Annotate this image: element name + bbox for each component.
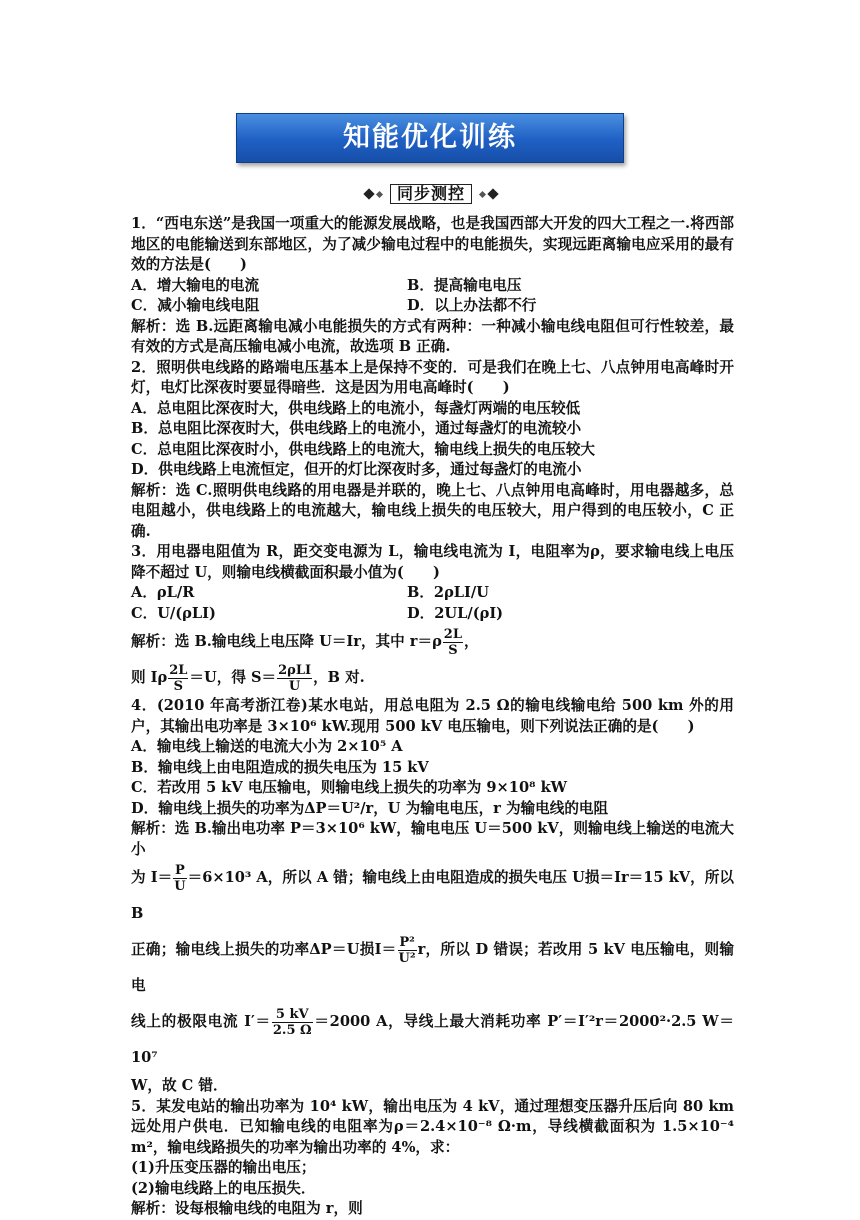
fraction [168, 663, 188, 694]
fraction-denominator: U² [398, 950, 416, 966]
q1-option-a: A．增大输电的电流 [131, 276, 260, 294]
q1-option-b: B．提高输电电压 [407, 276, 522, 294]
fraction [277, 663, 312, 694]
q1-option-d: D．以上办法都不行 [407, 297, 537, 314]
q3-option-d: D．2UL/(ρI) [407, 604, 504, 622]
q2-analysis: 解析：选 C.照明供电线路的用电器是并联的，晚上七、八点钟用电高峰时，用电器越多，总电阻越小，供电线路上的电流越大，输电线上损失的电压较大，用户得到的电压较小，C 正确. [131, 481, 734, 540]
q4-stem: 4．(2010 年高考浙江卷)某水电站，用总电阻为 2.5 Ω的输电线输电给 500 km 外的用户，其输出电功率是 3×10⁶ kW.现用 500 kV 电压输电，则下列说法正确的是( ) [131, 697, 734, 735]
q4-analysis-line-3 [131, 932, 734, 1004]
q4-option-a: A．输电线上输送的电流大小为 2×10⁵ A [131, 738, 403, 755]
fraction [272, 1007, 313, 1038]
q4-option-d: D．输电线上损失的功率为ΔP＝U²/r，U 为输电电压，r 为输电线的电阻 [131, 799, 609, 817]
fraction-numerator: P [174, 862, 185, 878]
fraction-denominator: 2.5 Ω [272, 1022, 312, 1038]
q5-analysis: 解析：设每根输电线的电阻为 r，则 [131, 1200, 363, 1217]
q2-option-b: B．总电阻比深夜时大，供电线路上的电流小，通过每盏灯的电流较小 [131, 420, 582, 437]
q4-analysis-text: 为 I＝ [131, 869, 173, 886]
fraction [443, 627, 463, 658]
q2-option-c: C．总电阻比深夜时小，供电线路上的电流大，输电线上损失的电压较大 [131, 440, 596, 458]
subheading-label: 同步测控 [390, 184, 472, 204]
q3-analysis-text: 则 Iρ [131, 669, 168, 686]
small-diamond-icon [479, 190, 486, 197]
q3-stem: 3．用电器电阻值为 R，距交变电源为 L，输电线电流为 I，电阻率为ρ，要求输电线上电压降不超过 U，则输电线横截面积最小值为( ) [131, 543, 734, 581]
q4-analysis-text: 正确；输电线上损失的功率ΔP＝U损I＝ [131, 941, 397, 958]
diamond-icon [363, 188, 374, 199]
q1-options-row-2 [131, 296, 734, 317]
q5-part-1: (1)升压变压器的输出电压； [131, 1159, 316, 1176]
q1-stem: 1．“西电东送”是我国一项重大的能源发展战略，也是我国西部大开发的四大工程之一.将西部地区的电能输送到东部地区，为了减少输电过程中的电能损失，实现远距离输电应采用的最有效的方法是( ) [131, 215, 734, 273]
q3-options-row-1 [131, 583, 734, 604]
q3-analysis-text: 解析：选 B.输电线上电压降 U＝Ir，其中 r＝ρ [131, 633, 442, 650]
q3-option-a: A．ρL/R [131, 584, 195, 601]
q1-option-c: C．减小输电线电阻 [131, 297, 260, 314]
q4-option-c: C．若改用 5 kV 电压输电，则输电线上损失的功率为 9×10⁸ kW [131, 779, 568, 796]
q4-analysis-text: r，所以 D 错误；若改用 5 kV 电压输电，则输电 [131, 941, 734, 994]
q4-analysis-text: ＝6×10³ A，所以 A 错；输电线上由电阻造成的损失电压 U损＝Ir＝15 kV，所以 B [131, 869, 734, 922]
fraction-denominator: U [174, 878, 186, 894]
banner-title: 知能优化训练 [343, 122, 517, 153]
fraction-denominator: U [288, 678, 301, 694]
q3-analysis-text: ＝U，得 S＝ [189, 669, 277, 686]
q3-analysis-text: ， [463, 633, 479, 650]
fraction [398, 935, 417, 966]
fraction-numerator: 2L [443, 626, 462, 642]
q4-option-b: B．输电线上由电阻造成的损失电压为 15 kV [131, 758, 429, 776]
q5-part-2: (2)输电线路上的电压损失． [131, 1179, 316, 1197]
fraction-numerator: 2L [169, 662, 188, 678]
q3-analysis-text: ，B 对. [313, 669, 365, 686]
fraction-denominator: S [173, 678, 183, 694]
q3-options-row-2 [131, 604, 734, 625]
q3-option-c: C．U/(ρLI) [131, 604, 216, 622]
fraction [173, 863, 186, 894]
fraction-numerator: 5 kV [272, 1007, 313, 1023]
q2-stem: 2．照明供电线路的路端电压基本上是保持不变的．可是我们在晚上七、八点钟用电高峰时开灯，电灯比深夜时要显得暗些．这是因为用电高峰时( ) [131, 358, 734, 396]
q3-option-b: B．2ρLI/U [407, 584, 489, 601]
q4-analysis-line-4 [131, 1004, 734, 1076]
section-subheading [339, 184, 523, 204]
q2-option-a: A．总电阻比深夜时大，供电线路上的电流小，每盏灯两端的电压较低 [131, 399, 581, 417]
q3-analysis-line-1 [131, 624, 734, 660]
q4-analysis-text: ＝2000 A，导线上最大消耗功率 P′＝I′²r＝2000²·2.5 W＝10⁷ [131, 1013, 734, 1066]
q4-analysis-line-5: W，故 C 错． [131, 1077, 228, 1094]
fraction-numerator: 2ρLI [278, 662, 312, 678]
q1-analysis: 解析：选 B.远距离输电减小电能损失的方式有两种：一种减小输电线电阻但可行性较差，最有效的方式是高压输电减小电流，故选项 B 正确. [131, 317, 734, 355]
q1-options-row-1 [131, 276, 734, 297]
q4-analysis-text: 线上的极限电流 I′＝ [131, 1013, 271, 1030]
diamond-icon [487, 188, 498, 199]
q3-analysis-line-2 [131, 660, 734, 696]
small-diamond-icon [376, 190, 383, 197]
exercise-content [131, 214, 734, 1220]
q4-analysis-line-2 [131, 860, 734, 932]
q4-analysis-line-1: 解析：选 B.输出电功率 P＝3×10⁶ kW，输电电压 U＝500 kV，则输电线上输送的电流大小 [131, 820, 734, 858]
q2-option-d: D．供电线路上电流恒定，但开的灯比深夜时多，通过每盏灯的电流小 [131, 461, 582, 478]
title-banner [236, 113, 624, 163]
fraction-denominator: S [448, 642, 458, 658]
q5-stem: 5．某发电站的输出功率为 10⁴ kW，输出电压为 4 kV，通过理想变压器升压后向 80 km 远处用户供电．已知输电线的电阻率为ρ＝2.4×10⁻⁸ Ω·m，导线横截面积为 1.5×10⁻⁴ m²，输电线路损失的功率为输出功率的 4%，求： [131, 1097, 734, 1156]
fraction-numerator: P² [399, 934, 415, 950]
